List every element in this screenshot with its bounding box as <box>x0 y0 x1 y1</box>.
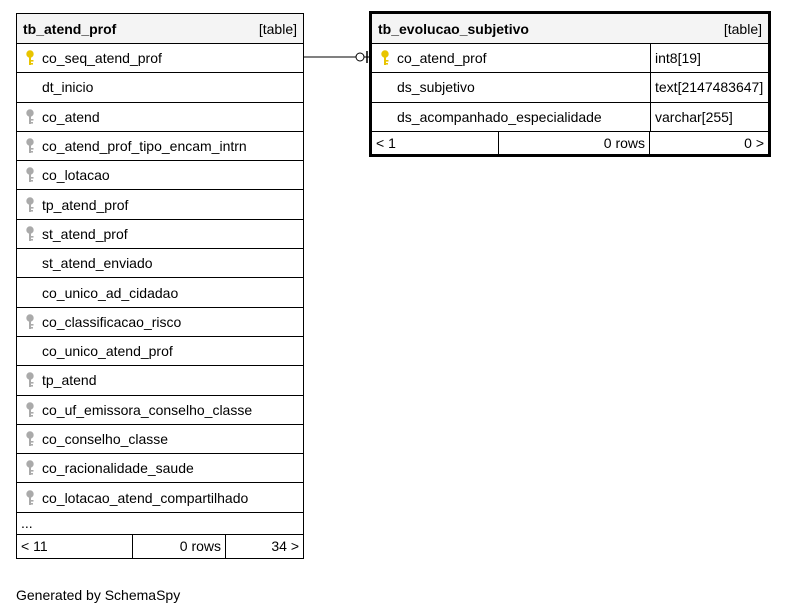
table-footer <box>372 132 768 154</box>
children-count[interactable]: 34 > <box>271 538 299 555</box>
column-row[interactable] <box>372 103 768 132</box>
column-name: ds_acompanhado_especialidade <box>397 108 602 125</box>
column-row[interactable] <box>372 44 768 73</box>
column-row[interactable] <box>17 308 303 337</box>
foreign-key-icon <box>17 402 42 418</box>
table-footer <box>17 535 303 558</box>
table-kind: [table] <box>723 20 762 37</box>
column-name: st_atend_enviado <box>42 255 153 272</box>
column-name: dt_inicio <box>42 79 94 96</box>
table-name: tb_evolucao_subjetivo <box>378 20 529 37</box>
column-row[interactable] <box>17 396 303 425</box>
column-name: co_uf_emissora_conselho_classe <box>42 401 253 418</box>
foreign-key-icon <box>17 431 42 447</box>
column-row[interactable] <box>17 220 303 249</box>
column-row[interactable] <box>17 161 303 190</box>
foreign-key-icon <box>17 314 42 330</box>
foreign-key-icon <box>17 109 42 125</box>
table-header[interactable] <box>372 14 768 44</box>
column-name: st_atend_prof <box>42 225 128 242</box>
table-tb-atend-prof[interactable] <box>16 13 304 559</box>
column-name: co_atend_prof_tipo_encam_intrn <box>42 138 247 155</box>
column-row[interactable] <box>17 366 303 395</box>
generated-by-credit: Generated by SchemaSpy <box>16 587 181 603</box>
column-name: co_unico_ad_cidadao <box>42 284 179 301</box>
column-row[interactable] <box>17 278 303 307</box>
children-count[interactable]: 0 > <box>744 134 764 151</box>
column-type: varchar[255] <box>650 103 768 131</box>
parents-count[interactable]: < 11 <box>17 535 133 558</box>
foreign-key-icon <box>17 226 42 242</box>
column-name: co_atend_prof <box>397 50 487 67</box>
column-row[interactable] <box>17 73 303 102</box>
table-name: tb_atend_prof <box>23 20 117 37</box>
column-name: co_lotacao_atend_compartilhado <box>42 489 249 506</box>
table-header[interactable] <box>17 14 303 44</box>
column-name: co_conselho_classe <box>42 431 169 447</box>
column-row[interactable] <box>17 44 303 73</box>
column-name: co_lotacao <box>42 167 110 184</box>
column-row[interactable] <box>17 425 303 454</box>
column-row[interactable] <box>17 190 303 219</box>
row-count: 0 rows <box>133 535 226 558</box>
column-row[interactable] <box>372 73 768 102</box>
column-name: ds_subjetivo <box>397 79 475 96</box>
column-type: text[2147483647] <box>650 73 768 101</box>
column-row[interactable] <box>17 249 303 278</box>
column-row[interactable] <box>17 103 303 132</box>
table-kind: [table] <box>258 20 297 37</box>
foreign-key-icon <box>17 460 42 476</box>
column-name: tp_atend_prof <box>42 196 129 213</box>
foreign-key-icon <box>17 490 42 506</box>
column-row[interactable] <box>17 454 303 483</box>
column-name: co_racionalidade_saude <box>42 460 194 477</box>
parents-count[interactable]: < 1 <box>372 132 499 154</box>
column-row[interactable] <box>17 337 303 366</box>
more-columns-ellipsis: ... <box>17 513 303 535</box>
column-row[interactable] <box>17 132 303 161</box>
table-tb-evolucao-subjetivo[interactable] <box>369 11 771 157</box>
column-row[interactable] <box>17 483 303 512</box>
column-name: tp_atend <box>42 372 97 389</box>
column-name: co_atend <box>42 108 100 125</box>
primary-key-icon <box>372 50 397 66</box>
foreign-key-icon <box>17 138 42 154</box>
zero-cardinality-circle <box>356 53 364 61</box>
column-name: co_unico_atend_prof <box>42 343 173 360</box>
column-name: co_classificacao_risco <box>42 313 182 330</box>
foreign-key-icon <box>17 372 42 388</box>
column-type: int8[19] <box>650 44 768 72</box>
column-name: co_seq_atend_prof <box>42 50 162 67</box>
primary-key-icon <box>17 50 42 66</box>
foreign-key-icon <box>17 167 42 183</box>
row-count: 0 rows <box>499 132 650 154</box>
foreign-key-icon <box>17 197 42 213</box>
